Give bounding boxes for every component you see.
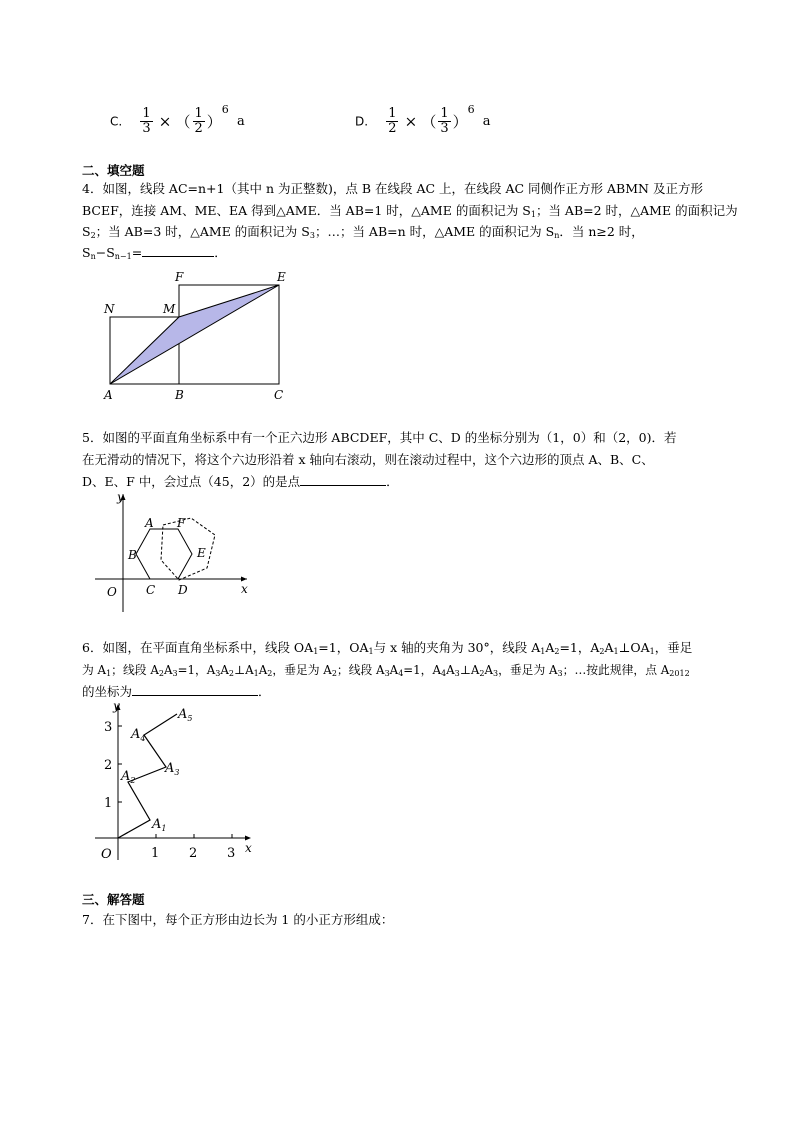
answer-blank[interactable] bbox=[132, 683, 258, 696]
label-o: O bbox=[101, 847, 112, 862]
point-label-a4: $A_4$ bbox=[131, 727, 146, 743]
fraction: $\frac{1}{3}$ bbox=[440, 106, 449, 136]
point-label-a5: $A_5$ bbox=[178, 707, 193, 723]
label-a: A bbox=[145, 516, 154, 530]
section-title-solve: 三、解答题 bbox=[82, 892, 145, 907]
variable: a bbox=[236, 114, 245, 129]
exponent: 6 bbox=[221, 103, 229, 116]
label-x: x bbox=[241, 582, 248, 596]
point-label-a1: $A_1$ bbox=[152, 817, 167, 833]
y-tick-label: 1 bbox=[104, 796, 113, 811]
fraction: $\frac{1}{3}$ bbox=[142, 106, 151, 136]
answer-blank[interactable] bbox=[142, 244, 214, 257]
q6-line2: 为 $A_1$；线段 $A_2A_3=1$，$A_3A_2\perp A_1A_2$，垂足为 $A_2$；线段 $A_3A_4=1$，$A_4A_3\perp A_2A_3$，垂足为 $A_3$；…按此规律，点 $A_{2012}$ bbox=[82, 663, 690, 678]
fraction: $\frac{1}{2}$ bbox=[388, 106, 397, 136]
q4-line2: BCEF，连接 AM、ME、EA 得到△AME．当 AB=1 时，△AME 的面积记为 $S_1$；当 AB=2 时，△AME 的面积记为 bbox=[82, 203, 738, 219]
label-y: y bbox=[113, 700, 120, 713]
paren-open: （ bbox=[421, 113, 437, 131]
q4-line3: $S_2$；当 AB=3 时，△AME 的面积记为 $S_3$；…；当 AB=n 时，△AME 的面积记为 $S_n$．当 n≥2 时， bbox=[82, 224, 644, 240]
q4-line4: $S_n-S_{n-1}=$ ． bbox=[82, 245, 227, 261]
hexagon bbox=[136, 529, 192, 579]
option-c bbox=[110, 103, 245, 137]
label-c: C bbox=[274, 388, 284, 402]
label-b: B bbox=[128, 548, 137, 562]
option-d bbox=[355, 103, 491, 137]
q5-line2: 在无滑动的情况下，将这个六边形沿着 x 轴向右滚动，则在滚动过程中，这个六边形的顶点 A、B、C、 bbox=[82, 452, 654, 467]
q5-line1: 5．如图的平面直角坐标系中有一个正六边形 ABCDEF，其中 C、D 的坐标分别为（1，0）和（2，0)．若 bbox=[82, 430, 677, 445]
x-arrow-icon bbox=[241, 577, 247, 582]
q6-line3: 的坐标为 ． bbox=[82, 684, 271, 699]
point-label-a2: $A_2$ bbox=[121, 769, 136, 785]
exponent: 6 bbox=[467, 103, 475, 116]
x-arrow-icon bbox=[245, 836, 251, 841]
paren-close: ） bbox=[452, 113, 468, 131]
y-tick-label: 3 bbox=[104, 720, 113, 735]
q4-figure bbox=[95, 265, 295, 405]
q6-figure bbox=[95, 700, 265, 865]
rolled-hexagon bbox=[161, 518, 215, 580]
option-c-label: C. bbox=[110, 114, 123, 129]
fraction: $\frac{1}{2}$ bbox=[194, 106, 203, 136]
label-b: B bbox=[175, 388, 184, 402]
paren-close: ） bbox=[206, 113, 222, 131]
label-n: N bbox=[104, 302, 115, 316]
x-tick-label: 2 bbox=[189, 846, 198, 861]
label-d: D bbox=[178, 583, 188, 597]
x-tick-label: 1 bbox=[151, 846, 160, 861]
label-f: F bbox=[175, 270, 184, 284]
q7-text: 7．在下图中，每个正方形由边长为 1 的小正方形组成： bbox=[82, 912, 394, 927]
point-label-a3: $A_3$ bbox=[165, 761, 180, 777]
label-o: O bbox=[107, 585, 117, 599]
option-d-label: D. bbox=[355, 114, 369, 129]
label-y: y bbox=[117, 490, 124, 504]
label-f: F bbox=[177, 516, 186, 530]
label-m: M bbox=[163, 302, 176, 316]
x-tick-label: 3 bbox=[227, 846, 236, 861]
q6-line1: 6．如图，在平面直角坐标系中，线段 $OA_1=1$，$OA_1$与 x 轴的夹角为 30°，线段 $A_1A_2=1$，$A_2A_1\perp OA_1$，垂足 bbox=[82, 640, 693, 656]
section-title-fill-in: 二、填空题 bbox=[82, 163, 145, 178]
triangle-ame bbox=[110, 285, 279, 384]
times-sign: × bbox=[158, 112, 172, 131]
times-sign: × bbox=[404, 112, 418, 131]
label-c: C bbox=[146, 583, 156, 597]
q4-line1: 4．如图，线段 AC=n+1（其中 n 为正整数)，点 B 在线段 AC 上，在线段 AC 同侧作正方形 ABMN 及正方形 bbox=[82, 181, 703, 196]
variable: a bbox=[482, 114, 491, 129]
label-e: E bbox=[277, 270, 286, 284]
label-e: E bbox=[197, 546, 206, 560]
q5-line3: D、E、F 中，会过点（45，2）的是点 ． bbox=[82, 474, 399, 489]
answer-blank[interactable] bbox=[300, 473, 386, 486]
label-a: A bbox=[104, 388, 113, 402]
label-x: x bbox=[245, 841, 252, 855]
paren-open: （ bbox=[175, 113, 191, 131]
y-tick-label: 2 bbox=[104, 758, 113, 773]
q5-figure bbox=[95, 490, 260, 615]
